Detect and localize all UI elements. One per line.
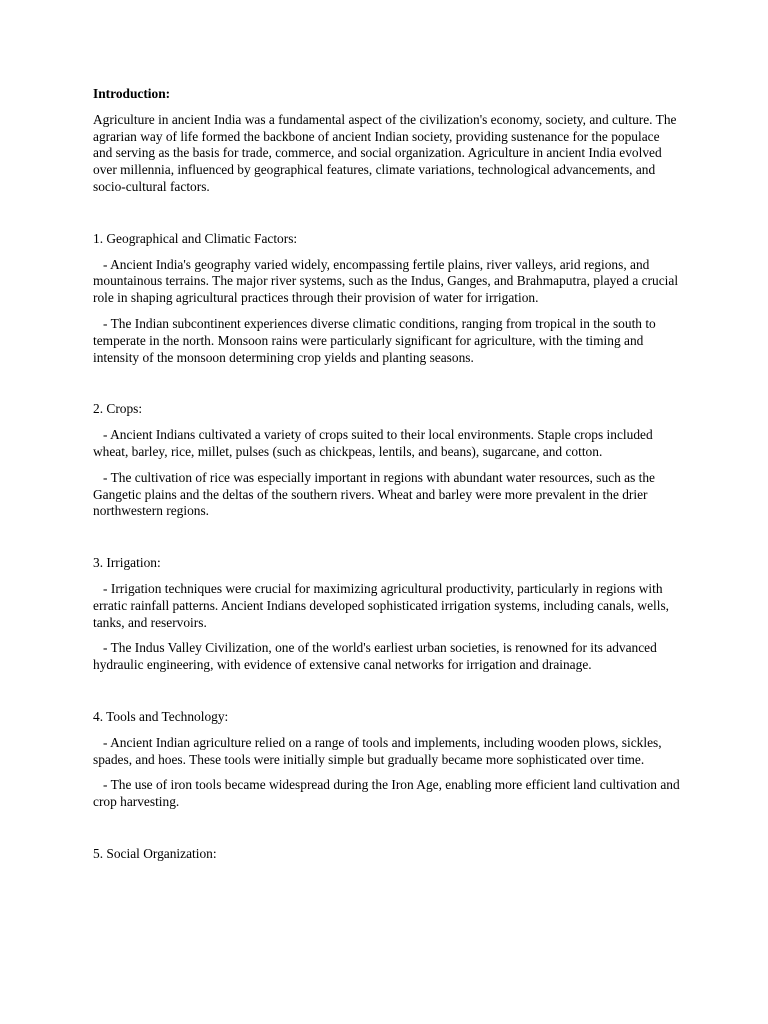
section-paragraph: - The Indian subcontinent experiences diverse climatic conditions, ranging from tropical in the south to temperate in the north. Monsoon rains were particularly significant for agriculture, with the timing and intensity of the monsoon determining crop yields and planting seasons. <box>93 315 660 365</box>
section-paragraph: - The use of iron tools became widespread during the Iron Age, enabling more efficient land cultivation and crop harvesting. <box>93 777 684 810</box>
section-paragraph: - The cultivation of rice was especially important in regions with abundant water resources, such as the Gangetic plains and the deltas of the southern rivers. Wheat and barley were more prevalent in the drier northwestern regions. <box>93 469 659 519</box>
section-paragraph: - Ancient Indian agriculture relied on a range of tools and implements, including wooden plows, sickles, spades, and hoes. These tools were initially simple but gradually became more sophisticated over time. <box>93 734 665 767</box>
document-page <box>93 86 684 872</box>
introduction-paragraph: Agriculture in ancient India was a fundamental aspect of the civilization's economy, society, and culture. The agrarian way of life formed the backbone of ancient Indian society, providing sustenance for the populace and serving as the basis for trade, commerce, and social organization. Agriculture in ancient India evolved over millennia, influenced by geographical features, climate variations, technological advancements, and socio-cultural factors. <box>93 111 677 194</box>
section-title: 3. Irrigation: <box>93 555 161 571</box>
section-title: 2. Crops: <box>93 401 143 417</box>
section-paragraph: - Ancient India's geography varied widely, encompassing fertile plains, river valleys, arid regions, and mountainous terrains. The major river systems, such as the Indus, Ganges, and Brahmaputra, played a crucial role in shaping agricultural practices through their provision of water for irrigation. <box>93 256 682 306</box>
section-crops <box>93 401 681 520</box>
section-irrigation <box>93 555 681 674</box>
section-tools <box>93 708 684 811</box>
introduction-heading: Introduction: <box>93 86 171 101</box>
section-title: 4. Tools and Technology: <box>93 708 229 724</box>
section-title: 1. Geographical and Climatic Factors: <box>93 230 298 246</box>
section-title: 5. Social Organization: <box>93 845 217 861</box>
section-social-organization <box>93 846 681 863</box>
section-paragraph: - Ancient Indians cultivated a variety of crops suited to their local environments. Staple crops included wheat, barley, rice, millet, pulses (such as chickpeas, lentils, and beans), sugarcane, and cotton. <box>93 427 657 459</box>
section-geography <box>93 231 681 367</box>
section-paragraph: - Irrigation techniques were crucial for maximizing agricultural productivity, particularly in regions with erratic rainfall patterns. Ancient Indians developed sophisticated irrigation systems, including canals, wells, tanks, and reservoirs. <box>93 580 673 630</box>
section-paragraph: - The Indus Valley Civilization, one of the world's earliest urban societies, is renowned for its advanced hydraulic engineering, with evidence of extensive canal networks for irrigation and drainage. <box>93 640 661 673</box>
